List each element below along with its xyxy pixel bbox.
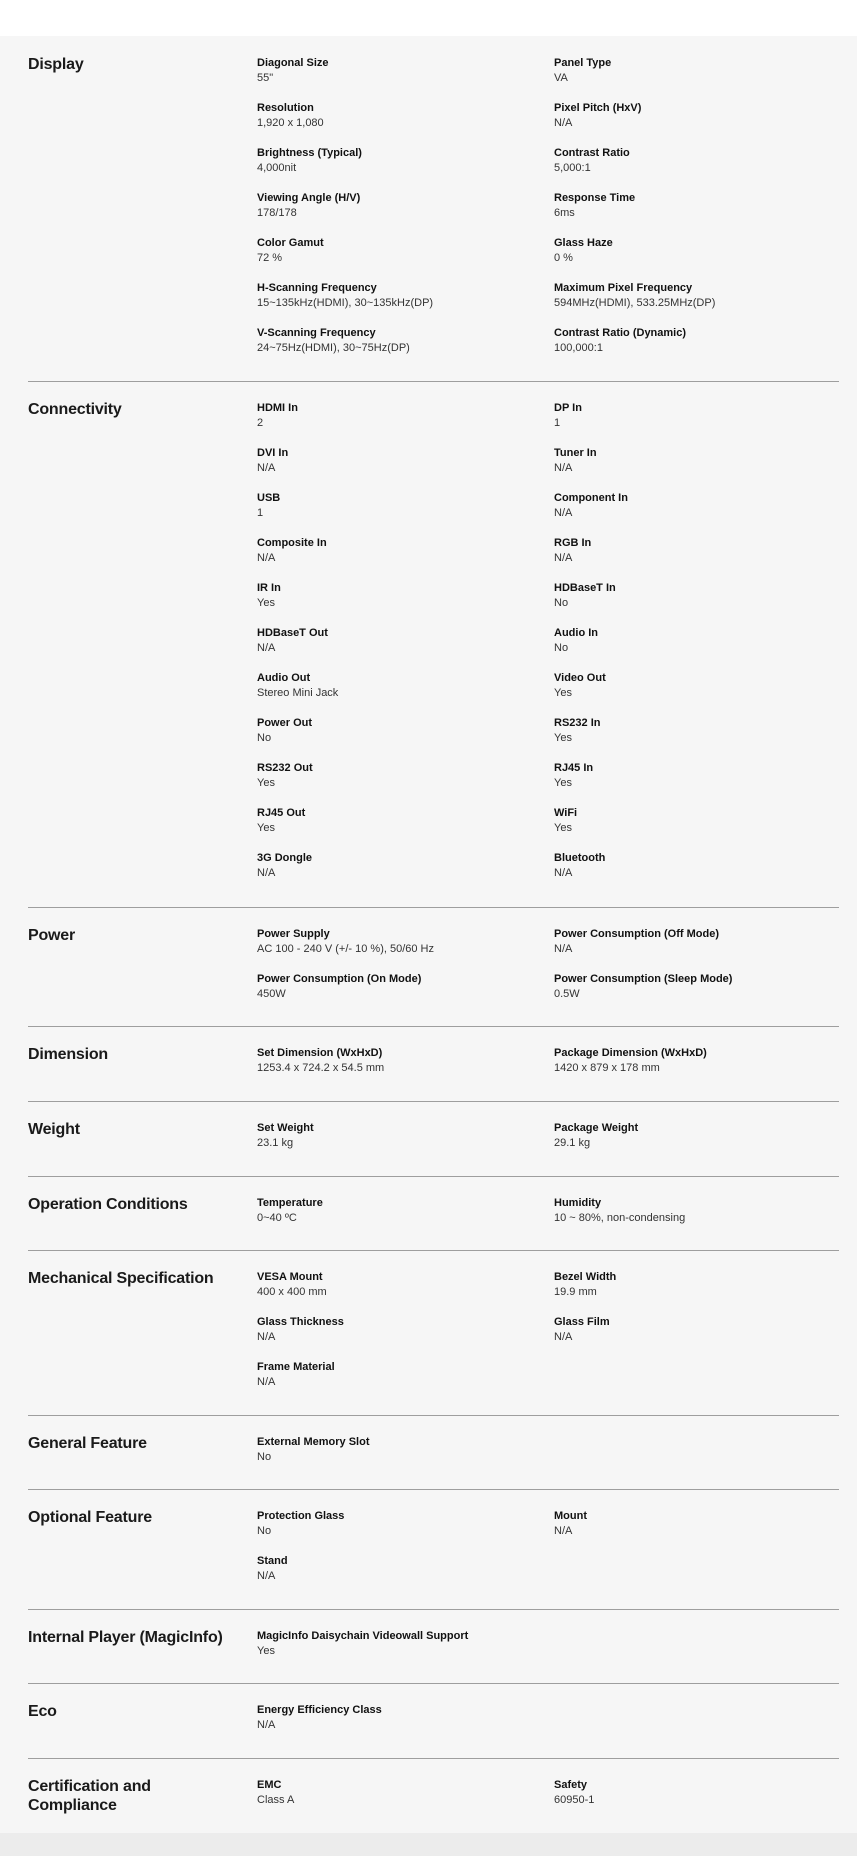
spec-item	[554, 1196, 844, 1226]
spec-item	[257, 581, 547, 611]
spec-item	[554, 146, 844, 176]
spec-label: Diagonal Size	[257, 57, 329, 69]
top-bar	[0, 0, 857, 36]
spec-label: Contrast Ratio	[554, 147, 630, 159]
spec-label: Maximum Pixel Frequency	[554, 282, 693, 294]
footer-strip	[0, 1833, 857, 1856]
spec-item	[554, 236, 844, 266]
spec-item	[554, 806, 844, 836]
spec-item	[554, 851, 844, 881]
spec-label: Humidity	[554, 1197, 602, 1209]
spec-label: Set Weight	[257, 1122, 314, 1134]
spec-label: HDMI In	[257, 402, 298, 414]
spec-item	[257, 1435, 547, 1465]
spec-label: Power Out	[257, 717, 313, 729]
spec-item	[257, 1509, 547, 1539]
spec-value: No	[257, 732, 272, 744]
spec-item	[257, 851, 547, 881]
spec-value: 4,000nit	[257, 162, 297, 174]
spec-value: 100,000:1	[554, 342, 603, 354]
spec-value: VA	[554, 72, 568, 84]
spec-item	[257, 1046, 547, 1076]
spec-value: N/A	[257, 462, 276, 474]
spec-label: Glass Haze	[554, 237, 613, 249]
spec-value: 450W	[257, 988, 286, 1000]
spec-item	[257, 1360, 547, 1390]
spec-label: Audio Out	[257, 672, 311, 684]
spec-item	[257, 972, 547, 1002]
spec-value: Yes	[554, 777, 572, 789]
spec-value: 0 %	[554, 252, 573, 264]
section-title: Certification and Compliance	[28, 1778, 151, 1814]
spec-label: Energy Efficiency Class	[257, 1704, 382, 1716]
spec-value: N/A	[554, 867, 573, 879]
spec-label: Component In	[554, 492, 628, 504]
spec-label: Viewing Angle (H/V)	[257, 192, 361, 204]
spec-label: MagicInfo Daisychain Videowall Support	[257, 1630, 469, 1642]
spec-value: 10 ~ 80%, non-condensing	[554, 1212, 686, 1224]
section-title: Optional Feature	[28, 1509, 152, 1526]
spec-label: Color Gamut	[257, 237, 324, 249]
spec-section	[28, 1683, 839, 1759]
spec-value: Yes	[257, 1645, 275, 1657]
spec-label: Brightness (Typical)	[257, 147, 362, 159]
spec-value: No	[257, 1451, 272, 1463]
section-title: Internal Player (MagicInfo)	[28, 1629, 223, 1646]
spec-item	[554, 581, 844, 611]
spec-item	[257, 536, 547, 566]
section-title: General Feature	[28, 1435, 147, 1452]
spec-value: N/A	[554, 552, 573, 564]
spec-label: Glass Film	[554, 1316, 610, 1328]
spec-label: Panel Type	[554, 57, 612, 69]
spec-value: Yes	[257, 777, 275, 789]
spec-value: 0.5W	[554, 988, 580, 1000]
spec-item	[554, 326, 844, 356]
spec-label: Power Consumption (On Mode)	[257, 973, 422, 985]
spec-section	[28, 907, 839, 1027]
spec-label: Protection Glass	[257, 1510, 345, 1522]
spec-value: Class A	[257, 1794, 295, 1806]
spec-label: Composite In	[257, 537, 327, 549]
spec-value: N/A	[257, 867, 276, 879]
spec-value: 1	[257, 507, 264, 519]
spec-value: Yes	[554, 687, 572, 699]
section-title: Eco	[28, 1703, 57, 1720]
spec-item	[257, 1554, 547, 1584]
spec-value: Yes	[257, 822, 275, 834]
spec-item	[257, 281, 547, 311]
spec-item	[257, 927, 547, 957]
spec-label: Stand	[257, 1555, 288, 1567]
spec-value: N/A	[554, 1331, 573, 1343]
spec-label: Set Dimension (WxHxD)	[257, 1047, 383, 1059]
spec-item	[554, 491, 844, 521]
spec-label: WiFi	[554, 807, 578, 819]
spec-item	[257, 101, 547, 131]
spec-item	[257, 326, 547, 356]
spec-value: N/A	[554, 1525, 573, 1537]
spec-value: 5,000:1	[554, 162, 591, 174]
spec-value: 55"	[257, 72, 274, 84]
spec-label: External Memory Slot	[257, 1436, 370, 1448]
spec-item	[257, 626, 547, 656]
spec-value: Stereo Mini Jack	[257, 687, 339, 699]
spec-value: 24~75Hz(HDMI), 30~75Hz(DP)	[257, 342, 410, 354]
spec-label: Response Time	[554, 192, 636, 204]
section-title: Weight	[28, 1121, 80, 1138]
spec-item	[257, 1270, 547, 1300]
spec-value: Yes	[257, 597, 275, 609]
spec-value: N/A	[257, 1570, 276, 1582]
spec-section	[28, 1176, 839, 1251]
spec-value: 72 %	[257, 252, 283, 264]
spec-item	[257, 1315, 547, 1345]
spec-value: 23.1 kg	[257, 1137, 294, 1149]
spec-item	[554, 446, 844, 476]
spec-value: N/A	[554, 462, 573, 474]
spec-item	[554, 716, 844, 746]
spec-item	[257, 446, 547, 476]
spec-section	[28, 1026, 839, 1102]
spec-item	[257, 1703, 547, 1733]
spec-label: Contrast Ratio (Dynamic)	[554, 327, 687, 339]
spec-value: No	[554, 642, 569, 654]
spec-value: 29.1 kg	[554, 1137, 591, 1149]
spec-value: 1	[554, 417, 561, 429]
spec-value: N/A	[257, 1719, 276, 1731]
spec-value: N/A	[257, 642, 276, 654]
spec-value: 19.9 mm	[554, 1286, 597, 1298]
spec-item	[257, 1196, 547, 1226]
spec-value: 1,920 x 1,080	[257, 117, 324, 129]
spec-value: 1420 x 879 x 178 mm	[554, 1062, 660, 1074]
spec-value: 1253.4 x 724.2 x 54.5 mm	[257, 1062, 385, 1074]
spec-item	[554, 761, 844, 791]
spec-label: Video Out	[554, 672, 606, 684]
spec-label: RJ45 In	[554, 762, 594, 774]
spec-item	[257, 761, 547, 791]
spec-value: 594MHz(HDMI), 533.25MHz(DP)	[554, 297, 716, 309]
spec-label: Frame Material	[257, 1361, 335, 1373]
section-title: Dimension	[28, 1046, 108, 1063]
spec-item	[554, 1778, 844, 1808]
spec-label: Power Supply	[257, 928, 330, 940]
spec-item	[257, 1629, 547, 1659]
spec-value: N/A	[257, 552, 276, 564]
spec-label: Audio In	[554, 627, 598, 639]
spec-label: 3G Dongle	[257, 852, 313, 864]
spec-label: VESA Mount	[257, 1271, 323, 1283]
spec-item	[554, 191, 844, 221]
spec-section	[28, 1250, 839, 1416]
spec-value: N/A	[554, 507, 573, 519]
spec-label: Glass Thickness	[257, 1316, 344, 1328]
section-title: Mechanical Specification	[28, 1270, 214, 1287]
section-title: Display	[28, 56, 84, 73]
spec-item	[257, 806, 547, 836]
spec-value: N/A	[554, 117, 573, 129]
spec-label: HDBaseT Out	[257, 627, 328, 639]
spec-label: RGB In	[554, 537, 592, 549]
spec-item	[554, 101, 844, 131]
spec-label: V-Scanning Frequency	[257, 327, 376, 339]
spec-item	[554, 1270, 844, 1300]
spec-label: DP In	[554, 402, 582, 414]
spec-item	[257, 1121, 547, 1151]
spec-label: RS232 Out	[257, 762, 313, 774]
spec-value: 6ms	[554, 207, 575, 219]
spec-label: Bezel Width	[554, 1271, 617, 1283]
spec-item	[554, 972, 844, 1002]
spec-value: AC 100 - 240 V (+/- 10 %), 50/60 Hz	[257, 943, 435, 955]
spec-item	[554, 1315, 844, 1345]
spec-item	[257, 491, 547, 521]
spec-label: Tuner In	[554, 447, 597, 459]
spec-item	[257, 401, 547, 431]
spec-label: Resolution	[257, 102, 314, 114]
spec-item	[554, 671, 844, 701]
spec-value: 2	[257, 417, 264, 429]
spec-label: Temperature	[257, 1197, 323, 1209]
spec-item	[257, 236, 547, 266]
spec-label: IR In	[257, 582, 281, 594]
spec-section	[28, 1609, 839, 1684]
spec-item	[554, 1046, 844, 1076]
spec-section	[28, 36, 839, 382]
spec-label: Package Dimension (WxHxD)	[554, 1047, 707, 1059]
spec-item	[257, 671, 547, 701]
spec-value: 60950-1	[554, 1794, 595, 1806]
spec-section	[28, 1101, 839, 1177]
section-title: Connectivity	[28, 401, 122, 418]
spec-label: Pixel Pitch (HxV)	[554, 102, 642, 114]
spec-item	[554, 536, 844, 566]
spec-item	[257, 146, 547, 176]
spec-label: Package Weight	[554, 1122, 639, 1134]
spec-item	[257, 1778, 547, 1808]
spec-label: Power Consumption (Off Mode)	[554, 928, 719, 940]
spec-label: EMC	[257, 1779, 282, 1791]
spec-item	[554, 281, 844, 311]
spec-label: Safety	[554, 1779, 588, 1791]
spec-label: HDBaseT In	[554, 582, 616, 594]
spec-label: Mount	[554, 1510, 587, 1522]
spec-value: Yes	[554, 732, 572, 744]
spec-item	[257, 716, 547, 746]
spec-label: Bluetooth	[554, 852, 606, 864]
spec-value: N/A	[554, 943, 573, 955]
spec-value: N/A	[257, 1376, 276, 1388]
section-title: Power	[28, 927, 76, 944]
spec-section	[28, 1758, 839, 1833]
spec-value: No	[257, 1525, 272, 1537]
spec-value: Yes	[554, 822, 572, 834]
spec-item	[257, 56, 547, 86]
spec-value: No	[554, 597, 569, 609]
spec-label: Power Consumption (Sleep Mode)	[554, 973, 733, 985]
spec-section	[28, 1489, 839, 1610]
spec-value: 0~40 ºC	[257, 1212, 297, 1224]
spec-value: 178/178	[257, 207, 297, 219]
spec-label: DVI In	[257, 447, 289, 459]
section-title: Operation Conditions	[28, 1196, 188, 1213]
specifications-panel	[0, 36, 857, 1833]
spec-section	[28, 1415, 839, 1490]
spec-item	[554, 401, 844, 431]
spec-item	[554, 1509, 844, 1539]
spec-item	[554, 1121, 844, 1151]
spec-item	[554, 927, 844, 957]
spec-label: USB	[257, 492, 281, 504]
spec-label: RJ45 Out	[257, 807, 306, 819]
spec-item	[554, 56, 844, 86]
spec-label: H-Scanning Frequency	[257, 282, 377, 294]
spec-item	[257, 191, 547, 221]
spec-value: 15~135kHz(HDMI), 30~135kHz(DP)	[257, 297, 434, 309]
spec-label: RS232 In	[554, 717, 601, 729]
spec-value: 400 x 400 mm	[257, 1286, 327, 1298]
spec-item	[554, 626, 844, 656]
spec-section	[28, 381, 839, 908]
spec-value: N/A	[257, 1331, 276, 1343]
